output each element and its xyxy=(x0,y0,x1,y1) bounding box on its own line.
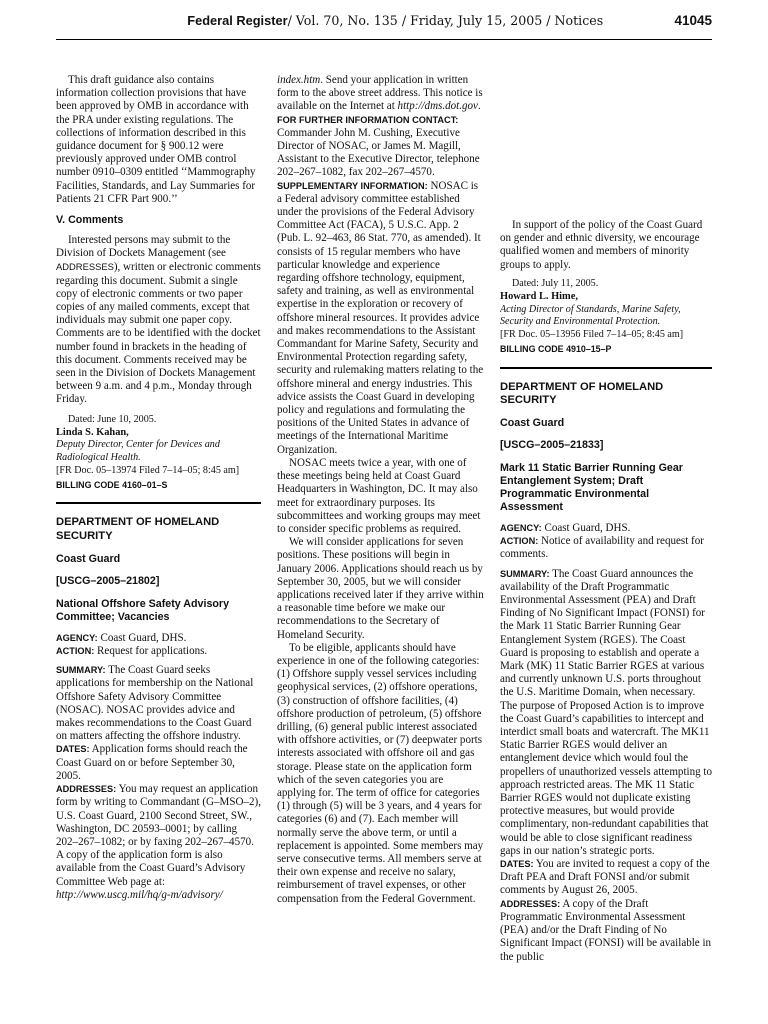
summary-text-2: The Coast Guard announces the availability of the Draft Programmatic Environmental Assessment (PEA) and Draft Finding of No Significant Impact (FONSI) for the Mark 11 Static Barrier Running Gear Entanglement System (RGES). The Coast Guard is proposing to establish and operate a Mark (MK) 11 Static Barrier RGES at various and currently unknown U.S. ports throughout the U.S. Maritime Domain, when necessary. The purpose of Proposed Action is to improve the Coast Guard’s capabilities to intercept and interdict small boats and watercraft. The MK11 Static Barrier RGES would deliver an entanglement device which would foul the propellers of unauthorized vessels attempting to approach restricted areas. The MK 11 Static Barrier RGES would not duplicate existing protective measures, but would provide complimentary, non-redundant capabilities that would be able to close significant readiness gaps in our nation’s strategic ports. xyxy=(500,567,712,857)
positions-paragraph: We will consider applications for seven positions. These positions will begin in January 2006. Applications should reach us by September 30, 2005, but we will consider applications received later if they arrive within a reasonable time before we make our recommendations to the Secretary of Homeland Security. xyxy=(277,536,484,641)
comments-heading: V. Comments xyxy=(56,214,124,227)
journal-name: Federal Register xyxy=(187,13,288,28)
dms-url: http://dms.dot.gov xyxy=(397,100,478,113)
column-middle xyxy=(277,74,484,1018)
notice-title: National Offshore Safety Advisory Committee; Vacancies xyxy=(56,597,230,623)
fr-doc-line: [FR Doc. 05–13974 Filed 7–14–05; 8:45 am] xyxy=(56,464,240,476)
action-line xyxy=(56,645,261,658)
supplementary-text: NOSAC is a Federal advisory committee established under the provisions of the Federal Advisory Committee Act (FACA), 5 U.S.C. App. 2 (Pub. L. 92–463, 86 Stat. 770, as amended). It consists of 15 regular members who have particular knowledge and experience regarding offshore technology, equipment, safety and training, as well as environmental expertise in the exploration or recovery of offshore mineral resources. It provides advice and makes recommendations to the Assistant Commandant for Marine Safety, Security and Environmental Protection regarding safety, security and rulemaking matters relating to the offshore mineral and energy industries. This advice assists the Coast Guard in developing policy and regulations and formulating the positions of the United States in advance of meetings of the International Maritime Organization. xyxy=(277,179,484,456)
addresses-ref: ADDRESSES xyxy=(56,261,114,273)
agency-text-2: Coast Guard, DHS. xyxy=(541,522,631,534)
agency-label-2: AGENCY: xyxy=(500,523,542,533)
action-line-2 xyxy=(500,535,712,561)
running-head-text xyxy=(56,13,674,28)
signer-title-2: Acting Director of Standards, Marine Safety, Security and Environmental Protection. xyxy=(500,303,681,328)
comments-paragraph xyxy=(56,234,261,407)
contact-text: Commander John M. Cushing, Executive Director of NOSAC, or James M. Magill, Assistant to the Executive Director, telephone 202–267–1082, fax 202–267–4570. xyxy=(277,126,480,179)
summary-label: SUMMARY: xyxy=(56,665,106,676)
column-left xyxy=(56,74,261,1018)
agency-line-2 xyxy=(500,522,712,535)
dated-line-2: Dated: July 11, 2005. xyxy=(512,277,599,289)
column-right xyxy=(500,74,712,1018)
running-head xyxy=(56,13,712,40)
comments-text-2: ), written or electronic comments regarding this document. Submit a single copy of electronic comments or two paper copies of any mailed comments, except that individuals may submit one paper copy. Comments are to be identified with the docket number found in brackets in the heading of this document. Comments received may be seen in the Division of Dockets Management between 9 a.m. and 4 p.m., Monday through Friday. xyxy=(56,261,261,406)
meetings-paragraph: NOSAC meets twice a year, with one of these meetings being held at Coast Guard Headquarters in Washington, DC. It may also meet for extraordinary purposes. Its subcommittees and working groups may meet to consider specific problems as required. xyxy=(277,456,481,535)
dated-line: Dated: June 10, 2005. xyxy=(68,413,157,425)
signer-title: Deputy Director, Center for Devices and Radiological Health. xyxy=(56,439,220,464)
advisory-url-tail: index.htm xyxy=(277,74,321,86)
action-text-2: Notice of availability and request for comments. xyxy=(500,535,704,561)
advisory-url-part: http://www.uscg.mil/hq/g-m/advisory/ xyxy=(56,888,223,901)
dates-paragraph xyxy=(56,743,261,783)
addresses-label-2: ADDRESSES: xyxy=(500,898,561,909)
addresses-text-2: . Send your application in written form to the above street address. This notice is available on the Internet at xyxy=(277,74,483,113)
agency-heading-2: Coast Guard xyxy=(500,417,565,429)
addresses-text: You may request an application form by writing to Commandant (G–MSO–2), U.S. Coast Guard, 2100 Second Street, SW., Washington, DC 20593–0001; by calling 202–267–1082; or by faxing 202–267–4570. A copy of the application form is also available from the Coast Guard’s Advisory Committee Web page at: xyxy=(56,783,261,888)
signer-name-2: Howard L. Hime, xyxy=(500,291,578,303)
dates-label-2: DATES: xyxy=(500,859,534,870)
section-divider-2 xyxy=(500,367,712,369)
page-number: 41045 xyxy=(674,13,712,28)
comments-text-1: Interested persons may submit to the Division of Dockets Management (see xyxy=(56,234,231,260)
supplementary-label: SUPPLEMENTARY INFORMATION: xyxy=(277,180,428,191)
summary-paragraph xyxy=(56,664,261,743)
addresses-text-3: . xyxy=(477,100,481,113)
fr-doc-line-2: [FR Doc. 05–13956 Filed 7–14–05; 8:45 am] xyxy=(500,328,684,340)
agency-text: Coast Guard, DHS. xyxy=(97,631,187,644)
volume-info: / Vol. 70, No. 135 / Friday, July 15, 2005 / Notices xyxy=(287,13,604,28)
section-divider xyxy=(56,502,261,504)
addresses-paragraph xyxy=(56,783,261,902)
department-heading: DEPARTMENT OF HOMELAND SECURITY xyxy=(56,516,220,542)
action-label: ACTION: xyxy=(56,646,95,657)
addresses-label: ADDRESSES: xyxy=(56,784,117,795)
addresses-text-2b: A copy of the Draft Programmatic Environmental Assessment (PEA) and/or the Draft Finding of No Significant Impact (FONSI) will be available in the public xyxy=(500,897,712,963)
agency-label: AGENCY: xyxy=(56,632,98,643)
agency-line xyxy=(56,632,261,645)
billing-code-2: BILLING CODE 4910–15–P xyxy=(500,344,612,355)
agency-heading: Coast Guard xyxy=(56,552,121,565)
eligibility-continued xyxy=(500,74,712,219)
docket-number-2: [USCG–2005–21833] xyxy=(500,439,604,451)
supplementary-paragraph xyxy=(277,180,484,457)
addresses-continued xyxy=(277,74,484,114)
dates-label: DATES: xyxy=(56,744,90,755)
signer-name: Linda S. Kahan, xyxy=(56,427,129,439)
department-heading-2: DEPARTMENT OF HOMELAND SECURITY xyxy=(500,380,664,406)
dates-text: Application forms should reach the Coast Guard on or before September 30, 2005. xyxy=(56,743,248,782)
dates-paragraph-2 xyxy=(500,858,712,898)
dates-text-2: You are invited to request a copy of the Draft PEA and Draft FONSI and/or submit comments by August 26, 2005. xyxy=(500,858,710,897)
billing-code: BILLING CODE 4160–01–S xyxy=(56,480,168,491)
summary-text: The Coast Guard seeks applications for membership on the National Offshore Safety Advisory Committee (NOSAC). NOSAC provides advice and makes recommendations to the Coast Guard on matters affecting the offshore industry. xyxy=(56,664,254,743)
summary-label-2: SUMMARY: xyxy=(500,568,550,579)
summary-paragraph-2 xyxy=(500,568,712,858)
notice-title-2: Mark 11 Static Barrier Running Gear Entanglement System; Draft Programmatic Environmental Assessment xyxy=(500,462,683,513)
addresses-paragraph-2 xyxy=(500,898,712,964)
contact-paragraph xyxy=(277,114,484,180)
action-text: Request for applications. xyxy=(94,645,208,658)
intro-paragraph: This draft guidance also contains information collection provisions that have been approved by OMB in accordance with the PRA under existing regulations. The collections of information described in this guidance document for § 900.12 were previously approved under OMB control number 0910–0309 entitled ‘‘Mammography Facilities, Standards, and Lay Summaries for Patients 21 CFR Part 900.’’ xyxy=(56,74,256,205)
action-label-2: ACTION: xyxy=(500,536,539,547)
diversity-paragraph: In support of the policy of the Coast Guard on gender and ethnic diversity, we encourage qualified women and members of minority groups to apply. xyxy=(500,219,703,271)
contact-label: FOR FURTHER INFORMATION CONTACT: xyxy=(277,114,459,125)
eligibility-paragraph: To be eligible, applicants should have experience in one of the following categories: (1) Offshore supply vessel services including geophysical services, (2) offshore operations, (3) construction of offshore facilities, (4) offshore production of petroleum, (5) offshore drilling, (6) general public interest associated with offshore activities, or (7) deepwater ports interests associated with offshore oil and gas storage. Please state on the application form which of the seven categories you are applying for. The term of office for categories (1) through (5) will be 3 years, and 4 years for categories (6) and (7). Each member will normally serve the above term, or until a replacement is appointed. Some members may serve consecutive terms. All members serve at their own expense and receive no salary, reimbursement of travel expenses, or other compensation from the Federal Government. xyxy=(277,641,484,905)
docket-number: [USCG–2005–21802] xyxy=(56,574,160,587)
